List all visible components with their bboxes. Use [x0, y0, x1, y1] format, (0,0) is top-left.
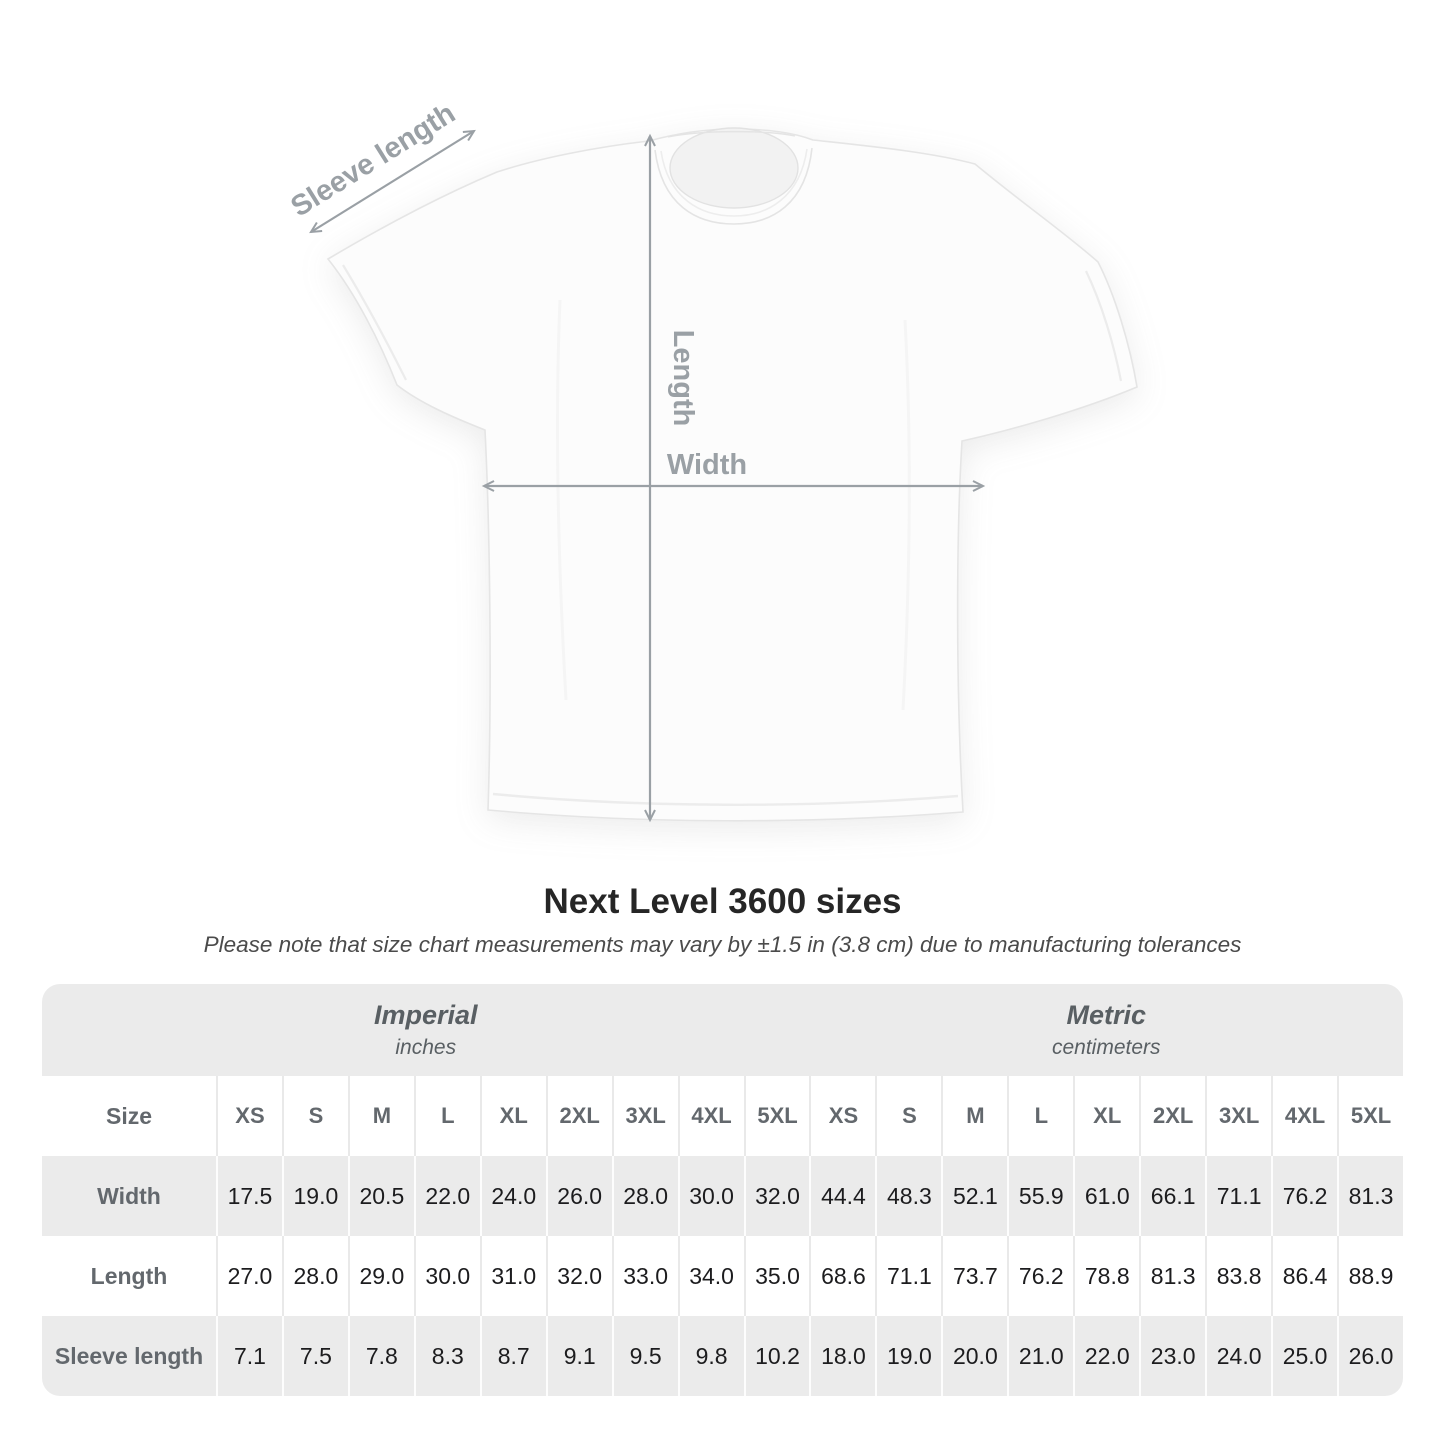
size-col-header: XS — [809, 1076, 875, 1156]
measurement-value: 10.2 — [744, 1316, 810, 1396]
measurement-value: 20.0 — [941, 1316, 1007, 1396]
measurement-value: 55.9 — [1007, 1156, 1073, 1236]
length-label: Length — [667, 329, 699, 427]
metric-header — [810, 984, 1404, 1076]
size-col-header: S — [282, 1076, 348, 1156]
size-col-header: XL — [480, 1076, 546, 1156]
size-col-header: M — [941, 1076, 1007, 1156]
metric-unit: centimeters — [1051, 1036, 1161, 1059]
measurement-value: 88.9 — [1337, 1236, 1403, 1316]
unit-header-row — [42, 984, 1403, 1076]
measurement-value: 24.0 — [480, 1156, 546, 1236]
measurement-value: 23.0 — [1139, 1316, 1205, 1396]
measurement-value: 78.8 — [1073, 1236, 1139, 1316]
imperial-title: Imperial — [373, 1000, 478, 1030]
size-col-header: 3XL — [1205, 1076, 1271, 1156]
measurement-value: 7.1 — [216, 1316, 282, 1396]
size-col-header: 5XL — [1337, 1076, 1403, 1156]
size-col-header: 4XL — [678, 1076, 744, 1156]
measurement-value: 26.0 — [1337, 1316, 1403, 1396]
measurement-value: 19.0 — [875, 1316, 941, 1396]
measurement-value: 22.0 — [414, 1156, 480, 1236]
size-col-header: XL — [1073, 1076, 1139, 1156]
measurement-value: 35.0 — [744, 1236, 810, 1316]
size-col-header: XS — [216, 1076, 282, 1156]
measurement-value: 20.5 — [348, 1156, 414, 1236]
measurement-value: 71.1 — [1205, 1156, 1271, 1236]
page-title: Next Level 3600 sizes — [543, 882, 902, 921]
measurement-value: 28.0 — [282, 1236, 348, 1316]
tolerance-note: Please note that size chart measurements may vary by ±1.5 in (3.8 cm) due to manufacturing tolerances — [203, 932, 1242, 957]
size-header-row — [42, 1076, 1403, 1156]
measurement-value: 30.0 — [414, 1236, 480, 1316]
measurement-value: 30.0 — [678, 1156, 744, 1236]
measurement-value: 18.0 — [809, 1316, 875, 1396]
measurement-value: 44.4 — [809, 1156, 875, 1236]
measurement-value: 27.0 — [216, 1236, 282, 1316]
measurement-value: 9.8 — [678, 1316, 744, 1396]
measurement-value: 73.7 — [941, 1236, 1007, 1316]
measurement-value: 7.5 — [282, 1316, 348, 1396]
size-row-label: Size — [105, 1102, 153, 1129]
measurement-value: 29.0 — [348, 1236, 414, 1316]
measurement-row — [42, 1156, 1403, 1236]
imperial-header — [42, 984, 810, 1076]
measurement-value: 17.5 — [216, 1156, 282, 1236]
measurement-row — [42, 1316, 1403, 1396]
measurement-value: 86.4 — [1271, 1236, 1337, 1316]
measurement-value: 32.0 — [546, 1236, 612, 1316]
measurement-row-label: Width — [97, 1182, 161, 1209]
measurement-value: 31.0 — [480, 1236, 546, 1316]
measurement-value: 9.5 — [612, 1316, 678, 1396]
measurement-value: 76.2 — [1007, 1236, 1073, 1316]
measurement-value: 48.3 — [875, 1156, 941, 1236]
measurement-row-label: Sleeve length — [54, 1342, 204, 1369]
size-chart-table — [42, 984, 1403, 1396]
size-col-header: 5XL — [744, 1076, 810, 1156]
size-col-header: 3XL — [612, 1076, 678, 1156]
size-col-header: M — [348, 1076, 414, 1156]
size-col-header: 2XL — [1139, 1076, 1205, 1156]
measurement-value: 26.0 — [546, 1156, 612, 1236]
measurement-value: 25.0 — [1271, 1316, 1337, 1396]
width-label: Width — [666, 449, 748, 481]
size-col-header: 4XL — [1271, 1076, 1337, 1156]
measurement-value: 24.0 — [1205, 1316, 1271, 1396]
measurement-value: 81.3 — [1337, 1156, 1403, 1236]
measurement-value: 19.0 — [282, 1156, 348, 1236]
size-col-header: L — [414, 1076, 480, 1156]
measurement-value: 9.1 — [546, 1316, 612, 1396]
measurement-value: 71.1 — [875, 1236, 941, 1316]
measurement-value: 7.8 — [348, 1316, 414, 1396]
size-col-header: 2XL — [546, 1076, 612, 1156]
imperial-unit: inches — [395, 1036, 457, 1059]
metric-title: Metric — [1066, 1000, 1147, 1030]
neck-opening — [670, 128, 798, 208]
measurement-value: 52.1 — [941, 1156, 1007, 1236]
measurement-value: 61.0 — [1073, 1156, 1139, 1236]
size-col-header: S — [875, 1076, 941, 1156]
measurement-value: 8.3 — [414, 1316, 480, 1396]
measurement-row — [42, 1236, 1403, 1316]
measurement-value: 33.0 — [612, 1236, 678, 1316]
sleeve-length-label: Sleeve length — [285, 97, 461, 224]
size-col-header: L — [1007, 1076, 1073, 1156]
measurement-value: 83.8 — [1205, 1236, 1271, 1316]
measurement-value: 28.0 — [612, 1156, 678, 1236]
measurement-value: 34.0 — [678, 1236, 744, 1316]
measurement-value: 68.6 — [809, 1236, 875, 1316]
measurement-value: 32.0 — [744, 1156, 810, 1236]
measurement-row-label: Length — [90, 1262, 168, 1289]
measurement-value: 76.2 — [1271, 1156, 1337, 1236]
measurement-value: 66.1 — [1139, 1156, 1205, 1236]
measurement-value: 81.3 — [1139, 1236, 1205, 1316]
measurement-value: 22.0 — [1073, 1316, 1139, 1396]
measurement-value: 21.0 — [1007, 1316, 1073, 1396]
measurement-value: 8.7 — [480, 1316, 546, 1396]
